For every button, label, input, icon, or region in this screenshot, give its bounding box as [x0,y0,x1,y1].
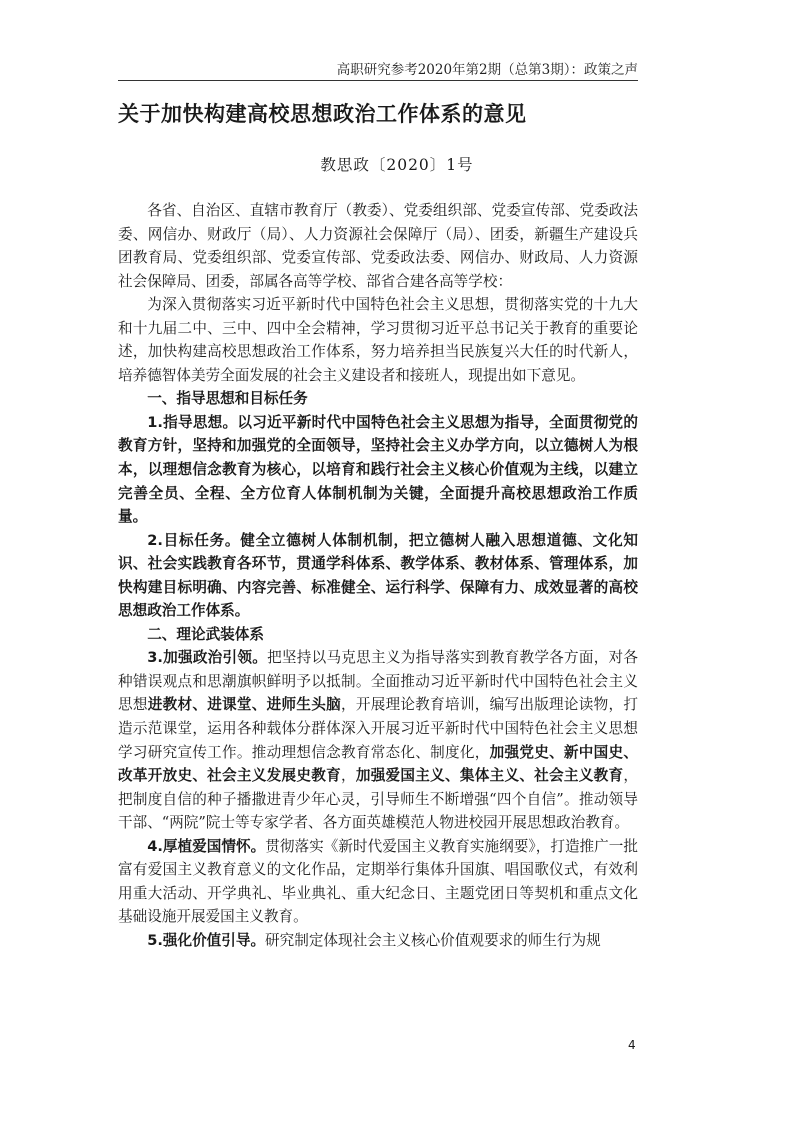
item-3-paragraph [118,646,638,834]
item-3-text-2: ，开展理论教育培训，编写出版理论读物，打造示范课堂，运用各种载体分群体深入开展习近平新时代中国特色社会主义思想学习研究宣传工作。推动理想信念教育常态化、制度化， [118,696,638,761]
document-number: 教思政〔2020〕1号 [320,156,474,174]
item-3-text-4: ，把制度自信的种子播撒进青少年心灵，引导师生不断增强“四个自信”。推动领导干部、“两院”院士等专家学者、各方面英雄模范人物进校园开展思想政治教育。 [118,767,638,832]
item-3-text-1: 把坚持以马克思主义为指导落实到教育教学各方面，对各种错误观点和思潮旗帜鲜明予以抵制。全面推动习近平新时代中国特色社会主义思想 [118,649,638,714]
document-title: 关于加快构建高校思想政治工作体系的意见 [118,102,527,126]
item-3-text-3: ， [340,767,356,785]
item-2-paragraph: 2.目标任务。健全立德树人体制机制，把立德树人融入思想道德、文化知识、社会实践教育各环节，贯通学科体系、教学体系、教材体系、管理体系，加快构建目标明确、内容完善、标准健全、运行科学、保障有力、成效显著的高校思想政治工作体系。 [118,531,638,620]
item-3-bold-3: 加强爱国主义、集体主义、社会主义教育 [355,767,624,785]
intro-paragraph: 为深入贯彻落实习近平新时代中国特色社会主义思想，贯彻落实党的十九大和十九届二中、三中、四中全会精神，学习贯彻习近平总书记关于教育的重要论述，加快构建高校思想政治工作体系，努力培养担当民族复兴大任的时代新人，培养德智体美劳全面发展的社会主义建设者和接班人，现提出如下意见。 [118,296,638,384]
item-4-paragraph [118,835,638,929]
item-1-paragraph: 1.指导思想。以习近平新时代中国特色社会主义思想为指导，全面贯彻党的教育方针，坚持和加强党的全面领导，坚持社会主义办学方向，以立德树人为根本，以理想信念教育为核心，以培育和践行社会主义核心价值观为主线，以建立完善全员、全程、全方位育人体制机制为关键，全面提升高校思想政治工作质量。 [118,413,638,526]
item-3-lead: 3.加强政治引领。 [147,649,268,667]
addressees-paragraph: 各省、自治区、直辖市教育厅（教委）、党委组织部、党委宣传部、党委政法委、网信办、财政厅（局）、人力资源社会保障厅（局）、团委，新疆生产建设兵团教育局、党委组织部、党委宣传部、党委政法委、网信办、财政局、人力资源社会保障局、团委，部属各高等学校、部省合建各高等学校： [118,202,638,290]
item-3-bold-2: 加强党史、新中国史、改革开放史、社会主义发展史教育 [118,743,638,785]
item-3-bold-1: 进教材、进课堂、进师生头脑 [147,696,341,714]
section-heading-1: 一、指导思想和目标任务 [147,390,308,408]
item-5-paragraph [118,929,638,953]
page-number: 4 [628,1038,636,1052]
document-body [118,199,638,953]
section-heading-2: 二、理论武装体系 [147,625,264,643]
item-5-text: 研究制定体现社会主义核心价值观要求的师生行为规 [265,931,601,949]
running-head: 高职研究参考2020年第2期（总第3期）：政策之声 [336,62,638,78]
item-4-lead: 4.厚植爱国情怀。 [147,837,266,855]
item-4-text: 贯彻落实《新时代爱国主义教育实施纲要》，打造推广一批富有爱国主义教育意义的文化作品，定期举行集体升国旗、唱国歌仪式，有效利用重大活动、开学典礼、毕业典礼、重大纪念日、主题党团日等契机和重点文化基础设施开展爱国主义教育。 [118,837,639,926]
item-5-lead: 5.强化价值引导。 [147,931,266,949]
header-rule [118,80,638,81]
